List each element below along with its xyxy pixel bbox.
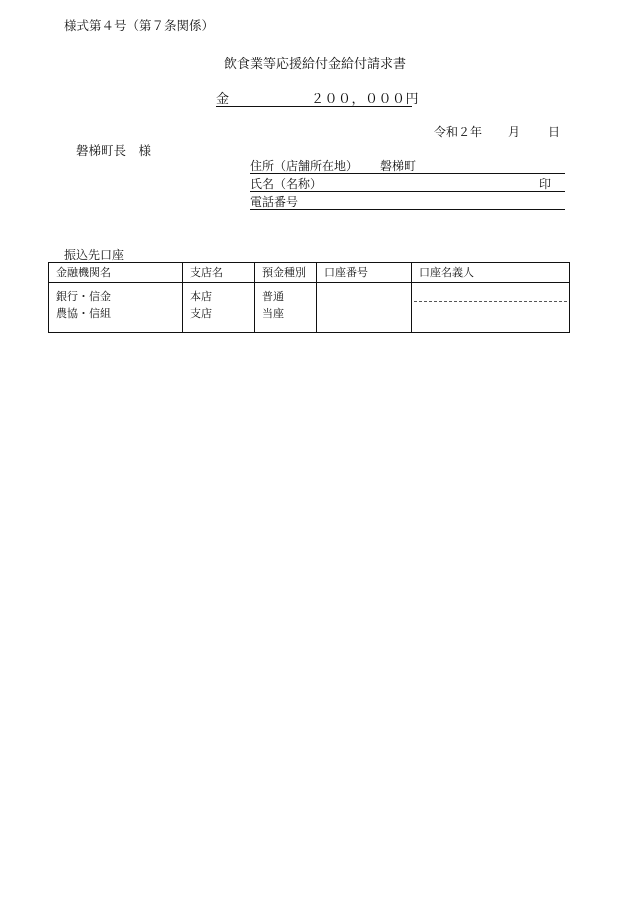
date-era-year: 令和２年 xyxy=(434,125,483,139)
branch-option-main: 本店 xyxy=(190,290,212,303)
deposit-type-cell[interactable] xyxy=(255,283,317,333)
institution-option-agri: 農協・信組 xyxy=(56,307,111,320)
furigana-divider xyxy=(414,301,567,302)
branch-option-branch: 支店 xyxy=(190,307,212,320)
deposit-option-ordinary: 普通 xyxy=(262,290,284,303)
date-month: 月 xyxy=(508,125,521,139)
address-value: 磐梯町 xyxy=(380,159,417,173)
address-field[interactable] xyxy=(250,157,565,174)
seal-mark: 印 xyxy=(538,177,551,191)
bank-account-table xyxy=(48,262,570,333)
header-institution: 金融機関名 xyxy=(49,263,183,283)
header-branch: 支店名 xyxy=(183,263,255,283)
institution-option-bank: 銀行・信金 xyxy=(56,290,111,303)
date-day: 日 xyxy=(548,125,561,139)
addressee: 磐梯町長 様 xyxy=(76,143,152,158)
address-label: 住所（店舗所在地） xyxy=(250,159,359,173)
amount-label: 金 xyxy=(216,92,230,107)
amount-value: ２００，０００円 xyxy=(311,92,420,107)
account-holder-cell[interactable] xyxy=(412,283,570,333)
header-account-holder: 口座名義人 xyxy=(412,263,570,283)
table-header-row xyxy=(49,263,570,283)
institution-cell[interactable] xyxy=(49,283,183,333)
document-title: 飲食業等応援給付金給付請求書 xyxy=(223,57,406,72)
branch-cell[interactable] xyxy=(183,283,255,333)
bank-section-title: 振込先口座 xyxy=(64,248,125,262)
name-field[interactable] xyxy=(250,175,565,192)
amount-row xyxy=(216,88,420,107)
table-row xyxy=(49,283,570,333)
phone-label: 電話番号 xyxy=(250,195,299,209)
date-line xyxy=(434,123,560,140)
header-account-number: 口座番号 xyxy=(317,263,412,283)
header-deposit-type: 預金種別 xyxy=(255,263,317,283)
form-number: 様式第４号（第７条関係） xyxy=(64,18,215,33)
deposit-option-current: 当座 xyxy=(262,307,284,320)
phone-field[interactable] xyxy=(250,193,565,210)
name-label: 氏名（名称） xyxy=(250,177,323,191)
account-number-cell[interactable] xyxy=(317,283,412,333)
